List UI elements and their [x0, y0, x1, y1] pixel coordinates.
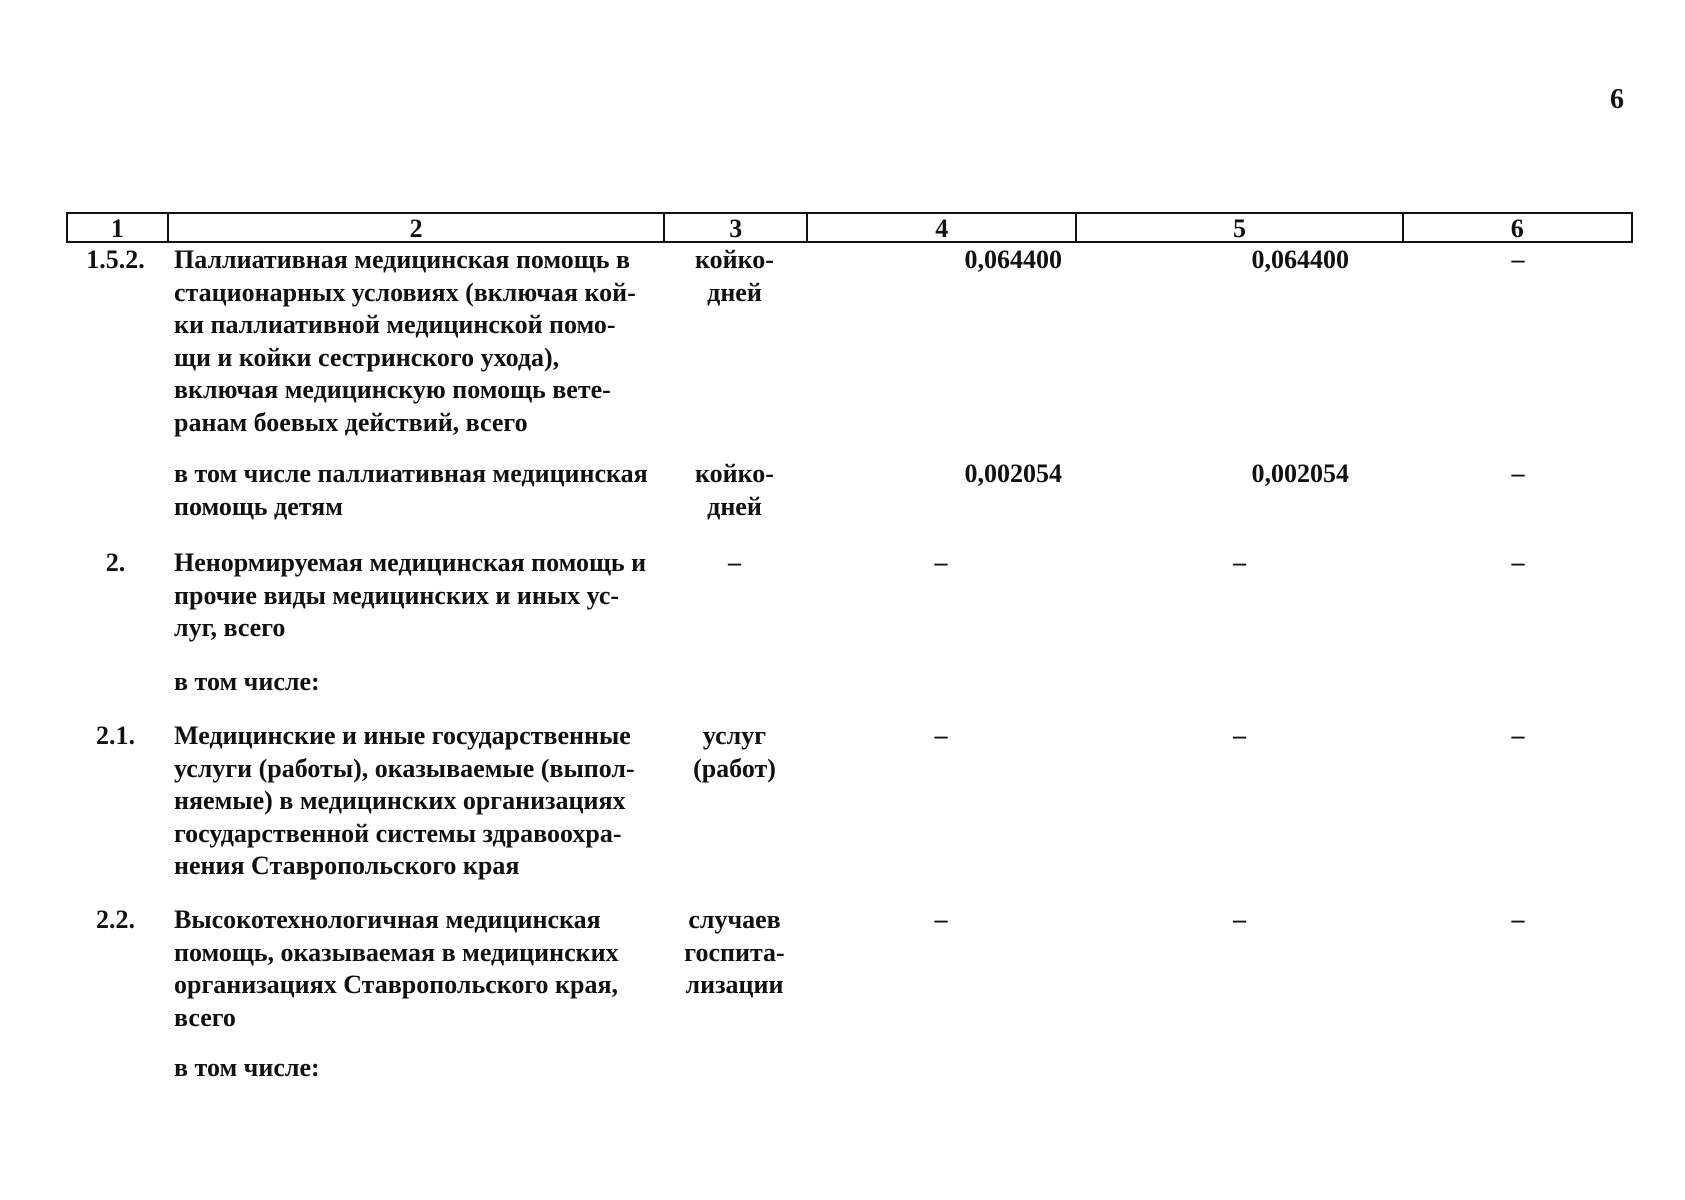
row-unit: койко- дней — [695, 245, 774, 307]
row-unit: койко- дней — [695, 459, 774, 521]
header-cell-3: 3 — [663, 214, 806, 241]
row-unit: – — [728, 548, 741, 577]
row-description: в том числе: — [174, 1053, 320, 1082]
row-number: 2.2. — [96, 905, 135, 934]
row-number: 2.1. — [96, 721, 135, 750]
row-value-col5: 0,002054 — [1251, 459, 1349, 488]
row-description: Медицинские и иные государственные услуги (работы), оказываемые (выпол- няемые) в медицинских организациях государственной системы здравоохра- нения Ставропольского края — [174, 721, 635, 880]
row-value-col6: – — [1511, 245, 1525, 274]
row-value-col5: 0,064400 — [1251, 245, 1349, 274]
row-value-col4: – — [934, 905, 948, 934]
row-value-col6: – — [1511, 721, 1525, 750]
table-header-row — [66, 212, 1633, 243]
row-value-col4: – — [934, 548, 948, 577]
row-description: Высокотехнологичная медицинская помощь, оказываемая в медицинских организациях Ставропольского края, всего — [174, 905, 619, 1032]
row-unit: услуг (работ) — [693, 721, 776, 783]
header-cell-5: 5 — [1075, 214, 1401, 241]
row-description: Ненормируемая медицинская помощь и прочие виды медицинских и иных ус- луг, всего — [174, 548, 647, 642]
row-description: Паллиативная медицинская помощь в стационарных условиях (включая кой- ки паллиативной медицинской помо- щи и койки сестринского ухода), включая медицинскую помощь вете- ранам боевых действий, всего — [174, 245, 636, 437]
header-cell-2: 2 — [167, 214, 664, 241]
header-cell-6: 6 — [1402, 214, 1631, 241]
row-value-col5: – — [1233, 905, 1246, 934]
row-unit: случаев госпита- лизации — [684, 905, 785, 999]
row-value-col6: – — [1511, 548, 1525, 577]
row-value-col6: – — [1511, 459, 1525, 488]
row-value-col5: – — [1233, 548, 1246, 577]
row-value-col5: – — [1233, 721, 1246, 750]
row-value-col4: 0,064400 — [964, 245, 1062, 274]
row-value-col4: 0,002054 — [964, 459, 1062, 488]
header-cell-1: 1 — [110, 214, 124, 243]
row-value-col4: – — [934, 721, 948, 750]
row-value-col6: – — [1511, 905, 1525, 934]
page-number: 6 — [1610, 84, 1624, 115]
row-number: 1.5.2. — [86, 245, 145, 274]
row-number: 2. — [105, 548, 126, 577]
row-description: в том числе: — [174, 667, 320, 696]
header-cell-4: 4 — [806, 214, 1075, 241]
row-description: в том числе паллиативная медицинская помощь детям — [174, 459, 648, 521]
